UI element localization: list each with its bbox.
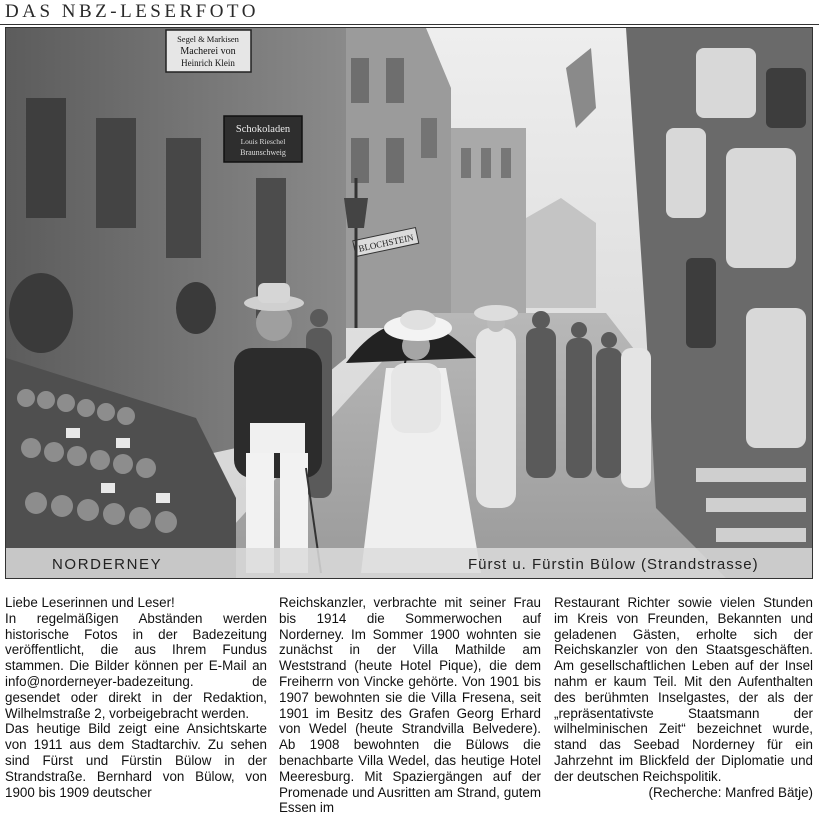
history-paragraph: Reichskanzler, verbrachte mit seiner Frau bis 1914 die Sommerwochen auf Norderney. Im Sommer 1900 wohnten sie zunächst in der Villa Mathilde am Weststrand (heute Hotel Pique), die dem Freiherrn von Vincke gehörte. Von 1901 bis 1907 bewohnten sie die Villa Fresena, seit 1901 im Besitz des Grafen Georg Erhard von Wedel (heute Strandvilla Belvedere). Ab 1908 bewohnten die Bülows die benachbarte Villa Wedel, das heutige Hotel Meeresburg. Mit Spaziergängen auf der Promenade und Ausritten am Strand, gutem Essen im (279, 595, 541, 816)
woman-white-dress-right (476, 328, 516, 508)
article-column-3 (554, 595, 813, 800)
greeting: Liebe Leserinnen und Leser! (5, 595, 175, 610)
sign3-text: BLOCHSTEIN (357, 232, 415, 254)
header-rule (0, 24, 819, 25)
sign2-line1: Schokoladen (235, 124, 291, 135)
section-header: DAS NBZ-LESERFOTO (5, 1, 259, 22)
photo-caption-title: Fürst u. Fürstin Bülow (Strandstrasse) (468, 556, 759, 573)
photo-caption-place: NORDERNEY (52, 556, 163, 573)
description-paragraph: Das heutige Bild zeigt eine Ansichtskarte von 1911 aus dem Stadtarchiv. Zu sehen sind Fürst und Fürstin Bülow in der Strandstraße. Bernhard von Bülow, von 1900 bis 1909 deutscher (5, 721, 267, 800)
sign2-line3: Braunschweig (240, 148, 286, 157)
intro-paragraph: In regelmäßigen Abständen werden historische Fotos in der Badezeitung veröffentlicht, die aus Ihrem Fundus stammen. Die Bilder können per E-Mail an info@norderneyer-badezeitung. de gesendet oder direkt in der Redaktion, Wilhelmstraße 2, vorbeigebracht werden. (5, 610, 267, 721)
research-credit: (Recherche: Manfred Bätje) (648, 784, 813, 800)
sign1-line2: Macherei von (180, 46, 236, 57)
sign1-line3: Heinrich Klein (181, 58, 235, 68)
closing-paragraph: Restaurant Richter sowie vielen Stunden im Kreis von Freunden, Bekannten und geladenen Gästen, erholte sich der Reichskanzler von den Staatsgeschäften. Am gesellschaftlichen Leben auf der Insel nahm er kaum Teil. Mit den Aufenthalten des berühmten Inselgastes, der als der „repräsentativste Staatsmann der wilhelminischen Zeit“ bezeichnet wurde, stand das Seebad Norderney für ein Jahrzehnt im Blickfeld der Diplomatie und der deutschen Reichspolitik. (554, 595, 813, 784)
sign2-line2: Louis Rieschel (240, 137, 286, 146)
historic-photo (5, 27, 813, 579)
photo-illustration (6, 28, 812, 578)
article-column-1 (5, 595, 267, 800)
article-column-2 (279, 595, 541, 816)
sign1-line1: Segel & Markisen (177, 34, 239, 44)
street-lamp (344, 198, 368, 228)
